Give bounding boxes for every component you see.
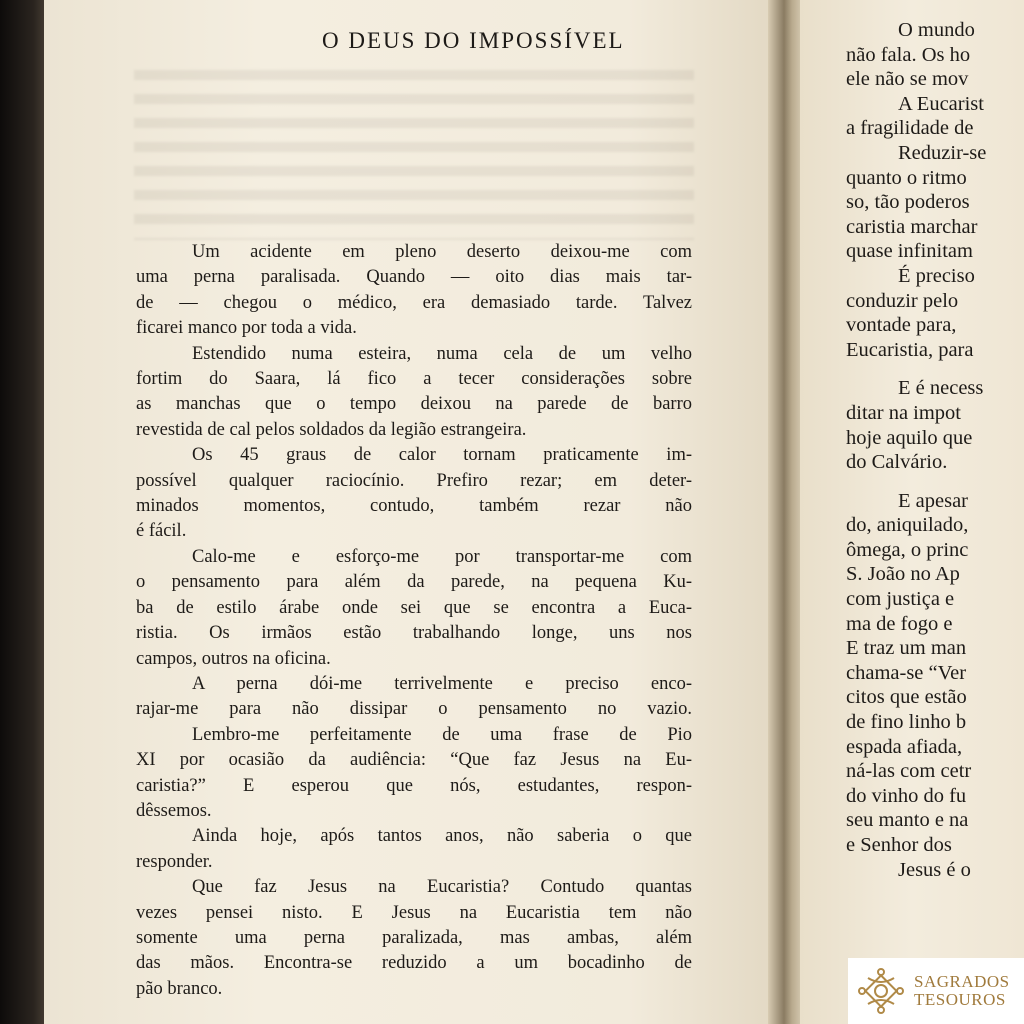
left-text-line: dêssemos. <box>136 800 212 821</box>
right-text-line: É preciso <box>898 264 975 287</box>
right-text-line: S. João no Ap <box>846 563 960 586</box>
left-text-line: é fácil. <box>136 521 187 542</box>
right-text-line: espada afiada, <box>846 735 963 758</box>
left-text-line: Que faz Jesus na Eucaristia? Contudo quantas <box>192 877 692 898</box>
right-text-line: não fala. Os ho <box>846 43 971 66</box>
right-text-line: E traz um man <box>846 637 967 660</box>
right-text-line: ná-las com cetr <box>846 760 972 783</box>
left-text-line: de — chegou o médico, era demasiado tarde. Talvez <box>136 292 692 313</box>
right-text-line: conduzir pelo <box>846 289 959 312</box>
left-text-line: responder. <box>136 851 213 872</box>
right-text-line: a fragilidade de <box>846 117 974 140</box>
right-text-line: de fino linho b <box>846 711 967 734</box>
left-text-line: campos, outros na oficina. <box>136 648 331 669</box>
right-text-line: com justiça e <box>846 588 955 611</box>
left-text-line: ristia. Os irmãos estão trabalhando longe, uns nos <box>136 623 692 644</box>
watermark-logo <box>848 958 1024 1024</box>
right-text-line: caristia marchar <box>846 215 978 238</box>
left-text-line: Calo-me e esforço-me por transportar-me com <box>192 546 692 567</box>
left-text-line: as manchas que o tempo deixou na parede de barro <box>136 394 692 415</box>
logo-text-line2: TESOUROS <box>914 990 1006 1009</box>
left-text-line: das mãos. Encontra-se reduzido a um bocadinho de <box>136 953 692 974</box>
left-text-line: Estendido numa esteira, numa cela de um velho <box>192 343 692 364</box>
left-text-line: Os 45 graus de calor tornam praticamente im- <box>192 445 692 466</box>
book-edge-shadow <box>0 0 48 1024</box>
right-text-line <box>846 475 1024 489</box>
right-text-line: ditar na impot <box>846 401 962 424</box>
left-text-line: A perna dói-me terrivelmente e preciso enco- <box>192 673 692 694</box>
right-page-body <box>846 18 1024 882</box>
left-text-line: fortim do Saara, lá fico a tecer considerações sobre <box>136 369 692 390</box>
right-text-line <box>846 362 1024 376</box>
right-text-line: vontade para, <box>846 314 957 337</box>
right-text-line: Jesus é o <box>898 858 971 881</box>
left-text-line: possível qualquer raciocínio. Prefiro rezar; em deter- <box>136 470 692 491</box>
right-text-line: Eucaristia, para <box>846 338 974 361</box>
right-text-line: quase infinitam <box>846 240 973 263</box>
right-text-line: A Eucarist <box>898 92 984 115</box>
left-text-line: rajar-me para não dissipar o pensamento no vazio. <box>136 699 692 720</box>
left-page-body <box>136 240 692 1002</box>
left-text-line: XI por ocasião da audiência: “Que faz Jesus na Eu- <box>136 750 692 771</box>
left-text-line: Lembro-me perfeitamente de uma frase de Pio <box>192 724 692 745</box>
right-text-line: ômega, o princ <box>846 538 969 561</box>
right-text-line: ele não se mov <box>846 68 969 91</box>
right-text-line: Reduzir-se <box>898 141 987 164</box>
right-text-line: so, tão poderos <box>846 191 970 214</box>
right-text-line: E é necess <box>898 377 984 400</box>
right-text-line: do Calvário. <box>846 451 948 474</box>
ornament-icon <box>856 966 906 1016</box>
left-text-line: caristia?” E esperou que nós, estudantes, respon- <box>136 775 692 796</box>
left-text-line: somente uma perna paralizada, mas ambas, além <box>136 927 692 948</box>
left-text-line: uma perna paralisada. Quando — oito dias mais tar- <box>136 267 692 288</box>
left-text-line: vezes pensei nisto. E Jesus na Eucaristia tem não <box>136 902 692 923</box>
left-text-line: minados momentos, contudo, também rezar não <box>136 496 692 517</box>
left-text-line: o pensamento para além da parede, na pequena Ku- <box>136 572 692 593</box>
running-head: O DEUS DO IMPOSSÍVEL <box>322 28 625 53</box>
right-text-line: ma de fogo e <box>846 612 953 635</box>
right-text-line: chama-se “Ver <box>846 661 967 684</box>
right-text-line: E apesar <box>898 489 968 512</box>
right-text-line: hoje aquilo que <box>846 426 973 449</box>
right-text-line: citos que estão <box>846 686 967 709</box>
left-text-line: revestida de cal pelos soldados da legião estrangeira. <box>136 419 527 440</box>
logo-text-line1: SAGRADOS <box>914 972 1010 991</box>
left-text-line: Ainda hoje, após tantos anos, não saberia o que <box>192 826 692 847</box>
right-text-line: O mundo <box>898 19 975 41</box>
left-text-line: ba de estilo árabe onde sei que se encontra a Euca- <box>136 597 692 618</box>
right-text-line: seu manto e na <box>846 809 969 832</box>
left-text-line: ficarei manco por toda a vida. <box>136 318 357 339</box>
right-text-line: do, aniquilado, <box>846 514 969 537</box>
right-text-line: quanto o ritmo <box>846 166 967 189</box>
show-through-text <box>134 70 694 240</box>
left-text-line: Um acidente em pleno deserto deixou-me com <box>192 242 692 262</box>
right-text-line: do vinho do fu <box>846 784 967 807</box>
right-text-line: e Senhor dos <box>846 834 952 856</box>
left-text-line: pão branco. <box>136 978 223 999</box>
